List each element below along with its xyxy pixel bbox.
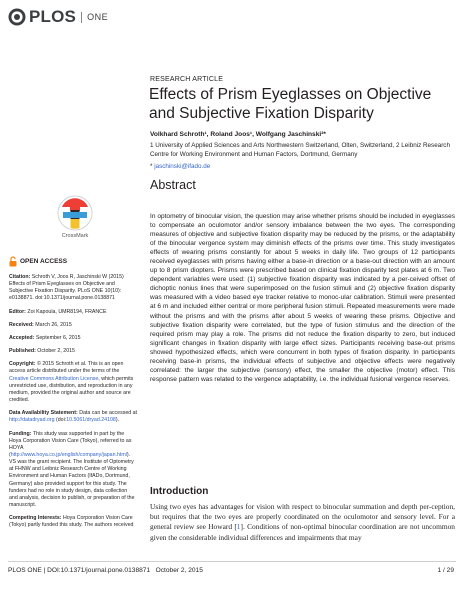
copyright-text-2: , which permits unrestricted use, distribution, and reproduction in any medium, provided the original author and source are credited. xyxy=(9,375,134,404)
email-link[interactable]: jaschinski@ifado.de xyxy=(154,163,211,170)
footer-divider xyxy=(8,561,456,562)
article-info-sidebar xyxy=(9,256,137,536)
data-text-1: Data can be accessed at xyxy=(77,410,138,417)
abstract-heading: Abstract xyxy=(150,178,196,192)
datadryad-link[interactable]: http://datadryad.org xyxy=(9,417,55,424)
accepted-block xyxy=(9,335,137,342)
published-date: October 2, 2015 xyxy=(35,348,75,355)
affiliations: 1 University of Applied Sciences and Arts Northwestern Switzerland, Olten, Switzerland, 2 Leibniz Research Centre for Working Environment and Human Factors, Dortmund, Germany xyxy=(150,142,450,158)
email-prefix: * xyxy=(150,163,155,170)
intro-text-2: ]. Conditions of non-optimal binocular coordination are not uncommon given the considerable individual differences and impairments that may xyxy=(150,522,455,542)
journal-sub: ONE xyxy=(81,12,108,23)
introduction-text xyxy=(150,502,455,543)
abstract-text: In optometry of binocular vision, the question may arise whether prisms should be included in eyeglasses to compensate an oculomotor and/or sensory imbalance between the two eyes. The corresponding measures of objective and subjective fixation disparity may be reduced by the prisms, or the adaptability of the binocular vergence system may diminish effects of the prisms over time. This study investigates effects of wearing prisms constantly for about 5 weeks in daily life. Two groups of 12 participants received eyeglasses with prisms having either a base-in direction or a base-out direction with an amount up to 8 prism diopters. Prisms were prescribed based on clinical fixation disparity test plates at 6 m. Two dependent variables were used: (1) subjective fixation disparity was indicated by a per-ceived offset of dichoptic nonius lines that were superimposed on the fusion stimuli and (2) objective fixation disparity was measured with a video based eye tracker relative to monoc-ular calibration. Stimuli were presented at 6 m and included either central or more peripheral fusion stimuli. Repeated measurements were made without the prisms and with the prisms after about 5 weeks of wearing these prisms. Objective and subjective fixation disparity were correlated, but the type of fusion stimulus and the direction of the required prism may play a role. The prisms did not reduce the fixation disparity to zero, but induced significant changes in fixation disparity with large effect sizes. Participants receiving base-out prisms showed hypothesized effects, which were concurrent in both types of fixation disparity. In participants receiving base-in prisms, the individual effects of subjective and objective effects were negatively correlated: the larger the subjective (sensory) effect, the smaller the objective (motor) effect. This response pattern was related to the vergence adaptability, i.e. the individual fusional vergence reserves. xyxy=(150,213,455,383)
data-doi-link[interactable]: 10.5061/dryad.24108 xyxy=(66,417,116,424)
reference-link[interactable]: 1 xyxy=(236,522,241,532)
published-block xyxy=(9,348,137,355)
funding-label: Funding: xyxy=(9,430,32,437)
corresponding-email xyxy=(150,163,210,170)
competing-interests-block xyxy=(9,515,137,529)
funding-text-2: ). VS was the grant recipient. The Institute of Optometry at FHNW and Leibniz Research Centre of Working Environment and Human Factors (IfADo, Dortmund, Germany) also provided support for this study. The funders had no role in study design, data collection and analysis, decision to publish, or preparation of the manuscript. xyxy=(9,451,135,509)
accepted-label: Accepted: xyxy=(9,334,35,341)
received-date: March 26, 2015 xyxy=(33,321,72,328)
crossmark-label: CrossMark xyxy=(61,233,89,239)
journal-brand: PLOS xyxy=(29,7,77,26)
license-link[interactable]: Creative Commons Attribution License xyxy=(9,375,99,382)
open-lock-icon xyxy=(9,256,17,267)
citation-label: Citation: xyxy=(9,274,31,280)
data-text-2: (doi: xyxy=(54,417,67,424)
editor-text: Zoi Kapoula, UMR8194, FRANCE xyxy=(25,308,107,315)
open-access-badge xyxy=(9,256,137,267)
article-type-label: RESEARCH ARTICLE xyxy=(150,76,224,83)
editor-label: Editor: xyxy=(9,308,26,315)
received-label: Received: xyxy=(9,321,34,328)
citation-text: Schroth V, Joos R, Jaschinski W (2015) Effects of Prism Eyeglasses on Objective and Subjective Fixation Disparity. PLoS ONE 10(10): e0138871. doi:10.1371/journal.pone.0138871 xyxy=(9,274,124,302)
accepted-date: September 6, 2015 xyxy=(34,334,81,341)
plos-logo-icon xyxy=(8,8,26,26)
copyright-text-1: © 2015 Schroth et al. This is an open access article distributed under the terms of the xyxy=(9,361,124,375)
data-availability-block xyxy=(9,410,137,424)
crossmark-badge[interactable] xyxy=(20,193,130,250)
introduction-heading: Introduction xyxy=(150,486,209,497)
data-availability-label: Data Availability Statement: xyxy=(9,410,78,417)
page-number: 1 / 29 xyxy=(437,567,454,574)
funding-text-1: This study was supported in part by the Hoya Corporation Vision Care (Tokyo), referred to as HOYA ( xyxy=(9,430,132,458)
author-list: Volkhard Schroth¹, Roland Joos¹, Wolfgang Jaschinski²* xyxy=(150,131,326,138)
competing-text: Hoya Corporation Vision Care (Tokyo) partly funded this study. The authors received xyxy=(9,515,134,529)
open-access-label: OPEN ACCESS xyxy=(20,257,68,265)
data-text-3: ). xyxy=(115,417,120,424)
competing-label: Competing Interests: xyxy=(9,515,62,522)
citation-block xyxy=(9,274,137,303)
editor-block xyxy=(9,309,137,316)
funding-block xyxy=(9,431,137,510)
hoya-link[interactable]: http://www.hoya.co.jp/english/company/japan.html xyxy=(10,451,127,458)
received-block xyxy=(9,322,137,329)
copyright-block xyxy=(9,361,137,404)
intro-text-1: Using two eyes has advantages for vision with respect to binocular summation and depth per-ception, but requires that the two eyes are properly coordinated on the oculomotor and sensory level. For a general review see Howard [ xyxy=(150,502,455,532)
copyright-label: Copyright: xyxy=(9,361,36,368)
article-title: Effects of Prism Eyeglasses on Objective and Subjective Fixation Disparity xyxy=(149,86,432,122)
footer-citation: PLOS ONE | DOI:10.1371/journal.pone.0138871 October 2, 2015 xyxy=(8,567,203,574)
published-label: Published: xyxy=(9,348,36,355)
plos-one-logo[interactable] xyxy=(8,6,108,28)
